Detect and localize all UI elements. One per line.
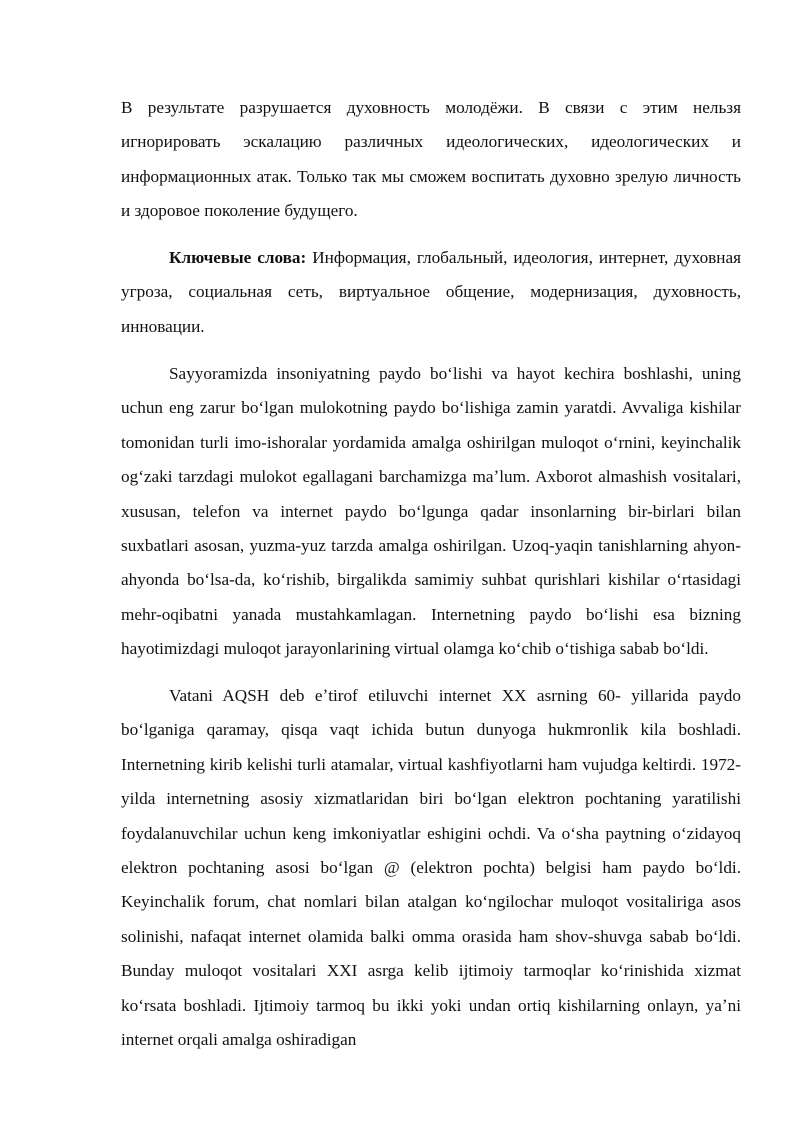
paragraph-communication-history: Sayyoramizda insoniyatning paydo boʻlishi va hayot kechira boshlashi, uning uchun eng zarur boʻlgan mulokotning paydo boʻlishiga zamin yaratdi. Avvaliga kishilar tomonidan turli imo-ishoralar yordamida amalga oshirilgan muloqot oʻrnini, keyinchalik ogʻzaki tarzdagi mulokot egallagani barchamizga maʼlum. Axborot almashish vositalari, xususan, telefon va internet paydo boʻlgunga qadar insonlarning bir-birlari bilan suxbatlari asosan, yuzma-yuz tarzda amalga oshirilgan. Uzoq-yaqin tanishlarning ahyon-ahyonda boʻlsa-da, koʻrishib, birgalikda samimiy suhbat qurishlari kishilar oʻrtasidagi mehr-oqibatni yanada mustahkamlagan. Internetning paydo boʻlishi esa bizning hayotimizdagi muloqot jarayonlarining virtual olamga koʻchib oʻtishiga sabab boʻldi.	[121, 364, 741, 659]
keywords-label: Ключевые слова:	[169, 248, 307, 267]
paragraph-intro: В результате разрушается духовность молодёжи. В связи с этим нельзя игнорировать эскалацию различных идеологических, идеологических и информационных атак. Только так мы сможем воспитать духовно зрелую личность и здоровое поколение будущего.	[121, 98, 741, 221]
paragraph-keywords	[121, 241, 741, 344]
paragraph-internet-history: Vatani AQSH deb eʼtirof etiluvchi internet XX asrning 60- yillarida paydo boʻlganiga qaramay, qisqa vaqt ichida butun dunyoga hukmronlik kila boshladi. Internetning kirib kelishi turli atamalar, virtual kashfiyotlarni ham vujudga keltirdi. 1972-yilda internetning asosiy xizmatlaridan biri boʻlgan elektron pochtaning yaratilishi foydalanuvchilar uchun keng imkoniyatlar eshigini ochdi. Va oʻsha paytning oʻzidayoq elektron pochtaning asosi boʻlgan @ (elektron pochta) belgisi ham paydo boʻldi. Keyinchalik forum, chat nomlari bilan atalgan koʻngilochar muloqot vositaliriga asos solinishi, nafaqat internet olamida balki omma orasida ham shov-shuvga sabab boʻldi. Bunday muloqot vositalari XXI asrga kelib ijtimoiy tarmoqlar koʻrinishida xizmat koʻrsata boshladi. Ijtimoiy tarmoq bu ikki yoki undan ortiq kishilarning onlayn, yaʼni internet orqali amalga oshiradigan	[121, 686, 741, 1050]
keywords-list: Информация, глобальный, идеология, интернет, духовная угроза, социальная сеть, виртуальное общение, модернизация, духовность, инновации.	[121, 248, 742, 336]
